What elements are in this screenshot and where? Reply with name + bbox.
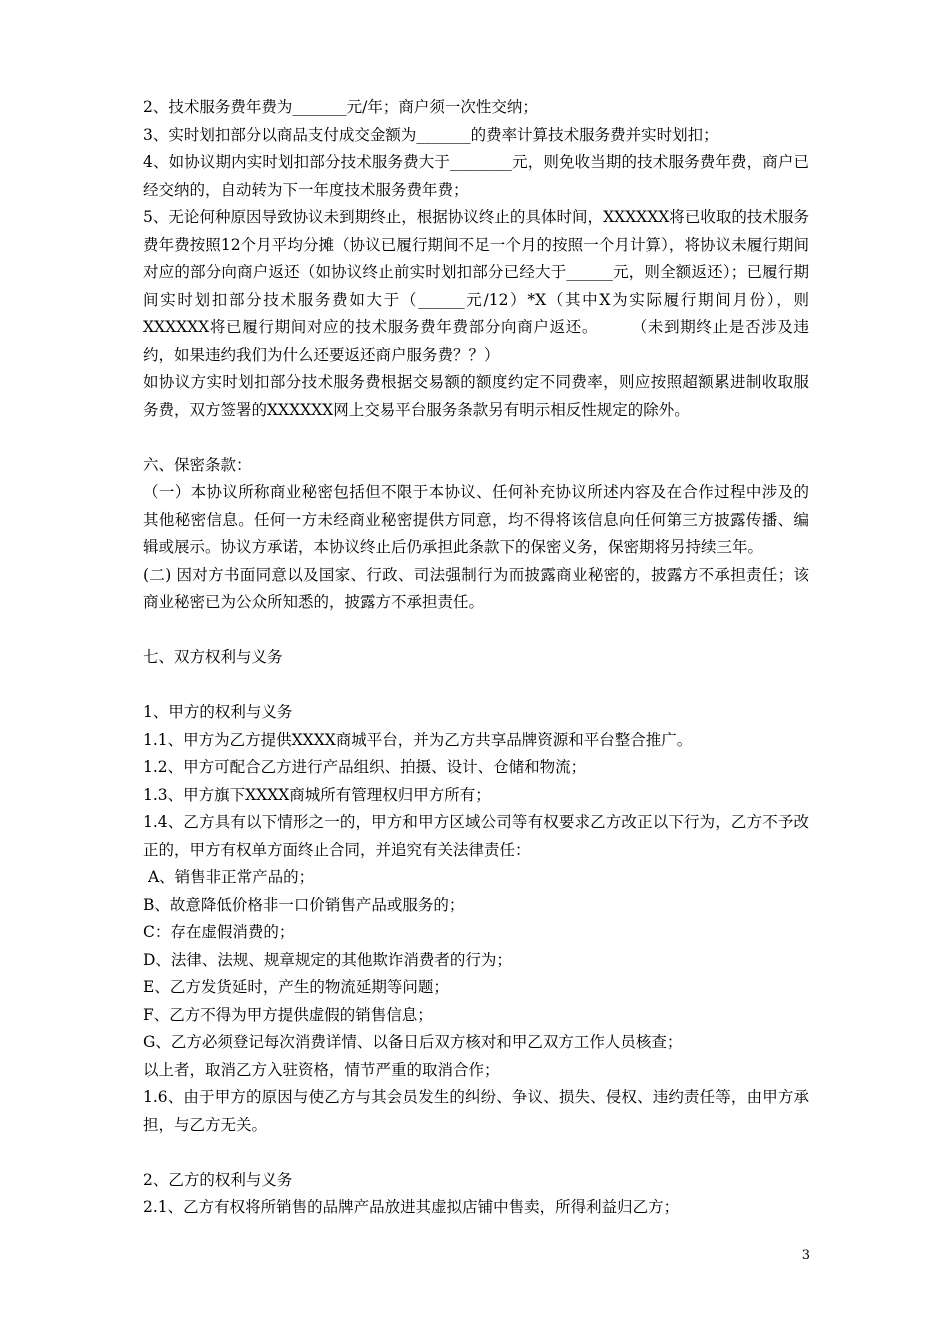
party-a-subitem: G、乙方必须登记每次消费详情、以备日后双方核对和甲乙双方工作人员核查； (143, 1033, 683, 1051)
party-a-subitem: D、法律、法规、规章规定的其他欺诈消费者的行为； (143, 950, 512, 969)
paragraph-gap (143, 1139, 809, 1167)
fee-clause-3: 3、实时划扣部分以商品支付成交金额为_______的费率计算技术服务费并实时划扣； (143, 125, 719, 144)
party-b-heading: 2、乙方的权利与义务 (143, 1170, 293, 1189)
party-a-subitem: C：存在虚假消费的； (143, 923, 295, 941)
fee-clause-5: 5、无论何种原因导致协议未到期终止，根据协议终止的具体时间，XXXXXX将已收取的技术服务费年费按照12个月平均分摊（协议已履行期间不足一个月的按照一个月计算），将协议未履行期间对应的部分向商户返还（如协议终止前实时划扣部分已经大于______元，则全额返还）；已履行期间实时划扣部分技术服务费如大于（______元/12）*X（其中X为实际履行期间月份），则XXXXXX将已履行期间对应的技术服务费年费部分向商户返还。 （未到期终止是否涉及违约，如果违约我们为什么还要返还商户服务费？？） (143, 208, 809, 364)
page-number: 3 (801, 1248, 810, 1263)
document-body (143, 94, 809, 1222)
fee-clause-2: 2、技术服务费年费为_______元/年；商户须一次性交纳； (143, 98, 538, 116)
party-a-item: 1.1、甲方为乙方提供XXXX商城平台，并为乙方共享品牌资源和平台整合推广。 (143, 730, 693, 749)
fee-clause-4: 4、如协议期内实时划扣部分技术服务费大于________元，则免收当期的技术服务费年费，商户已经交纳的，自动转为下一年度技术服务费年费； (143, 153, 809, 199)
party-a-item: 以上者，取消乙方入驻资格，情节严重的取消合作； (143, 1060, 500, 1079)
fee-clause-progressive: 如协议方实时划扣部分技术服务费根据交易额的额度约定不同费率，则应按照超额累进制收取服务费，双方签署的XXXXXX网上交易平台服务条款另有明示相反性规定的除外。 (143, 373, 809, 419)
confidentiality-clause-2: (二) 因对方书面同意以及国家、行政、司法强制行为而披露商业秘密的，披露方不承担责任；该商业秘密已为公众所知悉的，披露方不承担责任。 (143, 565, 809, 611)
party-a-subitem: E、乙方发货延时，产生的物流延期等问题； (143, 978, 449, 996)
paragraph-gap (143, 424, 809, 452)
party-a-subitem: F、乙方不得为甲方提供虚假的销售信息； (143, 1005, 433, 1024)
party-a-item: 1.3、甲方旗下XXXX商城所有管理权归甲方所有； (143, 785, 491, 804)
party-a-item: 1.6、由于甲方的原因与使乙方与其会员发生的纠纷、争议、损失、侵权、违约责任等，由甲方承担，与乙方无关。 (143, 1088, 809, 1134)
party-a-heading: 1、甲方的权利与义务 (143, 703, 293, 721)
section-six-heading: 六、保密条款： (143, 455, 252, 474)
confidentiality-clause-1: （一）本协议所称商业秘密包括但不限于本协议、任何补充协议所述内容及在合作过程中涉及的其他秘密信息。任何一方未经商业秘密提供方同意，均不得将该信息向任何第三方披露传播、编辑或展示。协议方承诺，本协议终止后仍承担此条款下的保密义务，保密期将另持续三年。 (143, 483, 809, 556)
party-a-subitem: B、故意降低价格非一口价销售产品或服务的； (143, 895, 465, 914)
party-b-item: 2.1、乙方有权将所销售的品牌产品放进其虚拟店铺中售卖，所得利益归乙方； (143, 1198, 680, 1216)
party-a-subitem: A、销售非正常产品的； (143, 868, 315, 886)
section-seven-heading: 七、双方权利与义务 (143, 648, 283, 666)
party-a-item: 1.4、乙方具有以下情形之一的，甲方和甲方区域公司等有权要求乙方改正以下行为，乙方不予改正的，甲方有权单方面终止合同，并追究有关法律责任： (143, 813, 809, 859)
paragraph-gap (143, 617, 809, 645)
paragraph-gap (143, 672, 809, 700)
party-a-item: 1.2、甲方可配合乙方进行产品组织、拍摄、设计、仓储和物流； (143, 758, 587, 776)
